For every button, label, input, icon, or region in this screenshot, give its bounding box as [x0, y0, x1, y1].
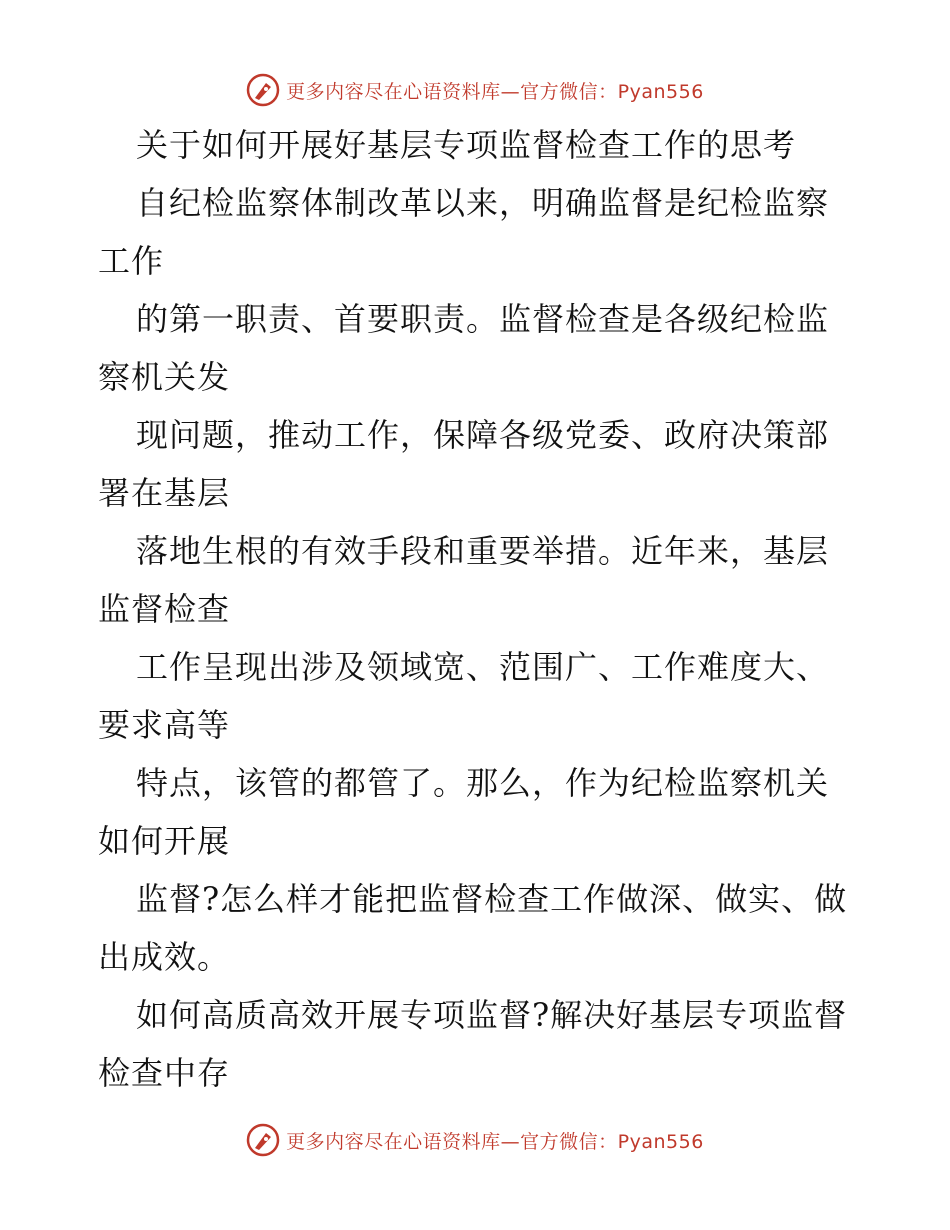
watermark-text: 更多内容尽在心语资料库—官方微信：Pyan556 — [286, 1130, 704, 1153]
paragraph: 特点，该管的都管了。那么，作为纪检监察机关如何开展 — [98, 764, 830, 860]
paragraph: 的第一职责、首要职责。监督检查是各级纪检监察机关发 — [98, 300, 830, 396]
pen-nib-icon — [246, 73, 280, 107]
document-body — [98, 116, 858, 1102]
watermark-text: 更多内容尽在心语资料库—官方微信：Pyan556 — [286, 80, 704, 103]
paragraph: 工作呈现出涉及领域宽、范围广、工作难度大、要求高等 — [98, 648, 830, 744]
paragraph: 监督?怎么样才能把监督检查工作做深、做实、做出成效。 — [98, 880, 848, 976]
paragraph: 落地生根的有效手段和重要举措。近年来，基层监督检查 — [98, 532, 830, 628]
paragraph: 自纪检监察体制改革以来，明确监督是纪检监察工作 — [98, 184, 830, 280]
paragraph: 现问题，推动工作，保障各级党委、政府决策部署在基层 — [98, 416, 830, 512]
paragraph: 如何高质高效开展专项监督?解决好基层专项监督检查中存 — [98, 996, 848, 1092]
footer-watermark — [0, 1120, 950, 1160]
pen-nib-icon — [246, 1123, 280, 1157]
document-title: 关于如何开展好基层专项监督检查工作的思考 — [136, 126, 797, 164]
header-watermark — [0, 70, 950, 110]
